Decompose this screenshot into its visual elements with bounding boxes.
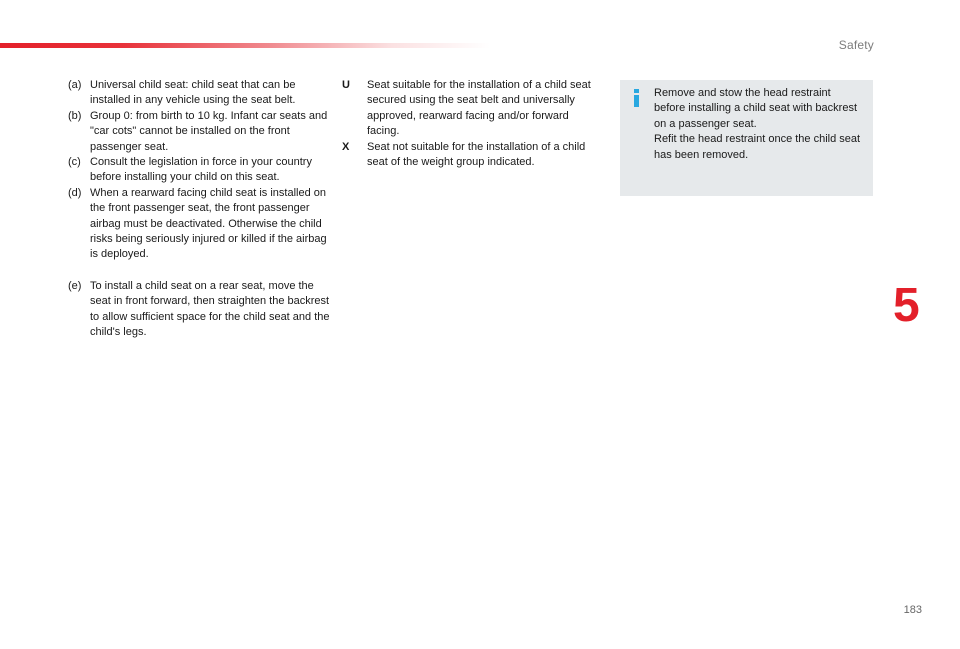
footnote-b [68,109,330,155]
info-icon [632,89,641,107]
footnote-text: When a rearward facing child seat is installed on the front passenger seat, the front passenger airbag must be deactivated. Otherwise the child risks being seriously injured or killed if the airbag is deployed. [90,186,327,261]
info-box [620,80,873,196]
footnote-d [68,186,330,263]
footnote-key: (e) [68,279,82,292]
footnote-c [68,155,330,186]
footnote-key: (d) [68,186,82,199]
footnote-key: (a) [68,79,82,91]
header-accent-bar [0,43,490,48]
chapter-number: 5 [893,279,920,332]
footnote-key: (b) [68,109,82,122]
legend-key: U [342,79,350,91]
legend-item-x [342,140,600,171]
footnote-key: (c) [68,156,81,169]
legend-key: X [342,140,350,153]
footnote-text: Consult the legislation in force in your country before installing your child on this seat. [90,156,312,184]
legend-column [342,78,600,170]
info-line-2: Refit the head restraint once the child seat has been removed. [654,133,861,161]
footnote-text: To install a child seat on a rear seat, move the seat in front forward, then straighten the backrest to allow sufficient space for the child seat and the child's legs. [90,279,330,339]
footnotes-column [68,78,330,341]
footnote-text: Universal child seat: child seat that can be installed in any vehicle using the seat belt. [90,79,296,107]
info-text [654,86,862,163]
footnote-e [68,279,330,341]
legend-text: Seat not suitable for the installation of a child seat of the weight group indicated. [367,140,586,169]
info-line-1: Remove and stow the head restraint before installing a child seat with backrest on a passenger seat. [654,87,857,130]
section-title: Safety [838,38,874,52]
footnote-text: Group 0: from birth to 10 kg. Infant car seats and "car cots" cannot be installed on the front passenger seat. [90,109,328,153]
page-number: 183 [903,604,922,616]
footnote-a [68,78,330,109]
legend-item-u [342,78,600,140]
legend-text: Seat suitable for the installation of a child seat secured using the seat belt and universally approved, rearward facing and/or forward facing. [367,79,591,138]
